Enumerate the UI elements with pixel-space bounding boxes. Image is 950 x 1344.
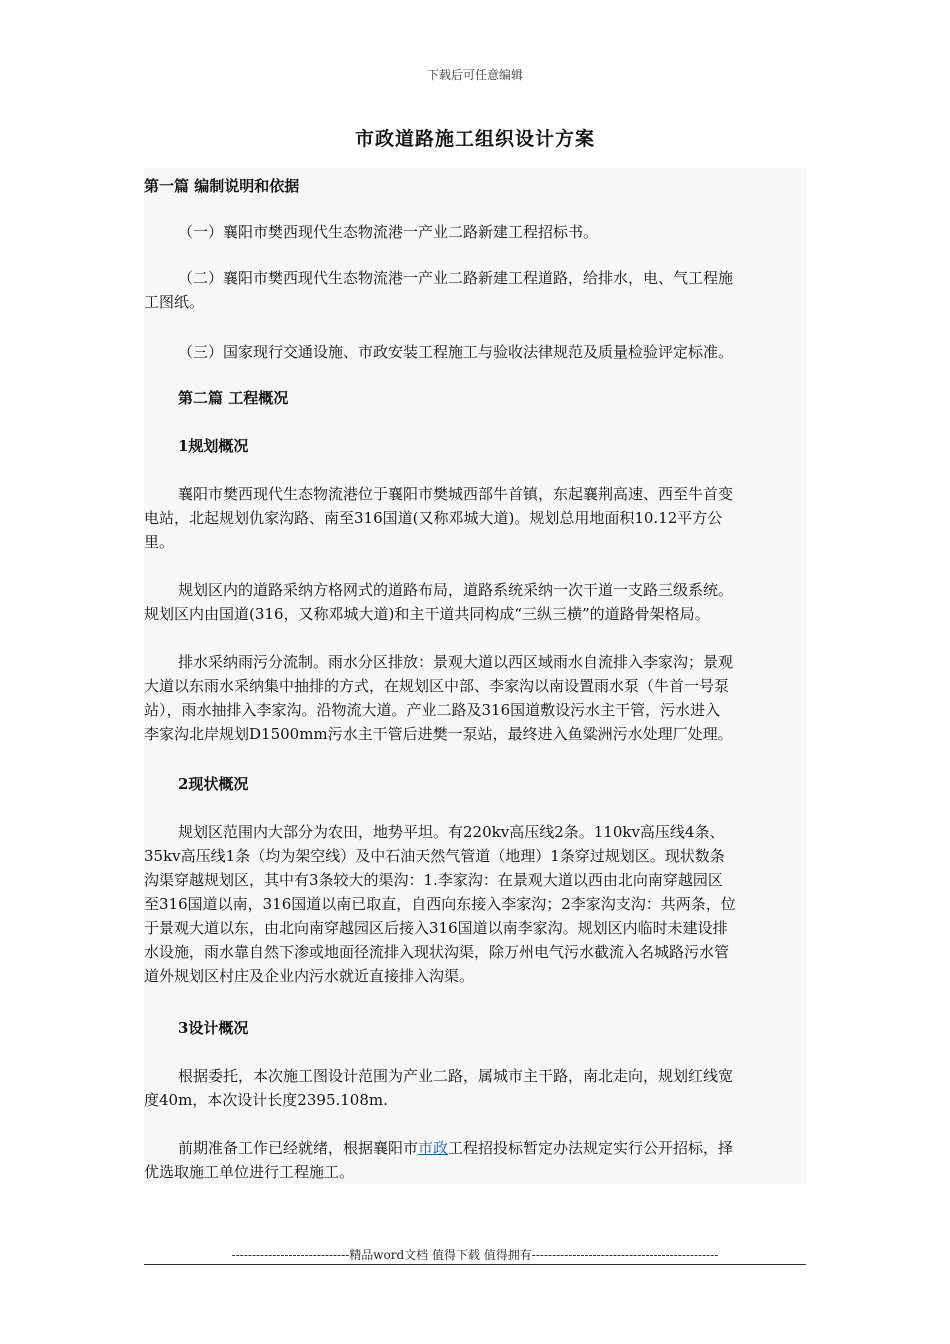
paragraph-line: 规划区内的道路采纳方格网式的道路布局，道路系统采纳一次干道一支路三级系统。 bbox=[178, 581, 734, 599]
paragraph-line: 排水采纳雨污分流制。雨水分区排放：景观大道以西区域雨水自流排入李家沟；景观 bbox=[178, 653, 734, 671]
paragraph-line: 于景观大道以东，由北向南穿越园区后接入316国道以南李家沟。规划区内临时未建设排 bbox=[144, 919, 728, 937]
document-title: 市政道路施工组织设计方案 bbox=[354, 128, 595, 150]
paragraph-text: 工程招投标暂定办法规定实行公开招标，择 bbox=[448, 1139, 734, 1157]
section3-paragraph-2 bbox=[144, 1136, 806, 1184]
paragraph-line: 沟渠穿越规划区，其中有3条较大的渠沟：1.李家沟：在景观大道以西由北向南穿越园区 bbox=[144, 871, 723, 889]
section2-heading: 2现状概况 bbox=[178, 775, 249, 793]
paragraph-line: 水设施，雨水靠自然下渗或地面径流排入现状沟渠，除万州电气污水截流入名城路污水管 bbox=[144, 943, 730, 961]
paragraph-line: 至316国道以南，316国道以南已取直，自西向东接入李家沟；2李家沟支沟：共两条，位 bbox=[144, 895, 736, 913]
paragraph-line: 电站，北起规划仇家沟路、南至316国道(又称邓城大道)。规划总用地面积10.12平方公 bbox=[144, 509, 723, 527]
paragraph-line: 35kv高压线1条（均为架空线）及中石油天然气管道（地理）1条穿过规划区。现状数条 bbox=[144, 847, 725, 865]
paragraph-line: 襄阳市樊西现代生态物流港位于襄阳市樊城西部牛首镇，东起襄荆高速、西至牛首变 bbox=[178, 485, 734, 503]
section1-heading: 1规划概况 bbox=[178, 437, 249, 455]
paragraph-line: 规划区范围内大部分为农田，地势平坦。有220kv高压线2条。110kv高压线4条、 bbox=[178, 823, 725, 841]
paragraph-line: 李家沟北岸规划D1500mm污水主干管后进樊一泵站，最终进入鱼粱洲污水处理厂处理。 bbox=[144, 725, 733, 743]
paragraph-line: 站），雨水抽排入李家沟。沿物流大道。产业二路及316国道敷设污水主干管，污水进入 bbox=[144, 701, 721, 719]
paragraph-line: 里。 bbox=[144, 533, 175, 551]
footer-note: -----------------------------精品word文档 值得下载 值得拥有---------------------------------------------- bbox=[231, 1248, 719, 1262]
section3-heading: 3设计概况 bbox=[178, 1019, 249, 1037]
paragraph-line: 优选取施工单位进行工程施工。 bbox=[144, 1163, 355, 1181]
section2-paragraph-1 bbox=[144, 820, 806, 988]
page-header-note: 下载后可任意编辑 bbox=[426, 68, 523, 82]
paragraph-line: 规划区内由国道(316，又称邓城大道)和主干道共同构成“三纵三横”的道路骨架格局。 bbox=[144, 605, 710, 623]
section1-paragraph-3 bbox=[144, 650, 806, 746]
paragraph-line-with-link bbox=[144, 1136, 806, 1160]
paragraph-text: 前期准备工作已经就绪，根据襄阳市 bbox=[178, 1139, 419, 1157]
part1-heading: 第一篇 编制说明和依据 bbox=[144, 177, 300, 195]
part1-item-2-line-2: 工图纸。 bbox=[144, 293, 205, 311]
section1-paragraph-2 bbox=[144, 578, 806, 626]
section1-paragraph-1 bbox=[144, 482, 806, 554]
part2-heading: 第二篇 工程概况 bbox=[178, 389, 289, 407]
section3-paragraph-1 bbox=[144, 1064, 806, 1112]
paragraph-line: 大道以东雨水采纳集中抽排的方式，在规划区中部、李家沟以南设置雨水泵（牛首一号泵 bbox=[144, 677, 730, 695]
paragraph-line: 道外规划区村庄及企业内污水就近直接排入沟渠。 bbox=[144, 967, 475, 985]
part1-item-1: （一）襄阳市樊西现代生态物流港一产业二路新建工程招标书。 bbox=[178, 223, 599, 241]
part1-item-2 bbox=[144, 266, 806, 314]
footer-divider bbox=[144, 1264, 806, 1265]
paragraph-line: 度40m，本次设计长度2395.108m. bbox=[144, 1091, 388, 1109]
part1-item-2-line-1: （二）襄阳市樊西现代生态物流港一产业二路新建工程道路，给排水，电、气工程施 bbox=[178, 269, 734, 287]
shizheng-link[interactable]: 市政 bbox=[418, 1139, 449, 1157]
paragraph-line: 根据委托，本次施工图设计范围为产业二路，属城市主干路，南北走向，规划红线宽 bbox=[178, 1067, 734, 1085]
part1-item-3: （三）国家现行交通设施、市政安装工程施工与验收法律规范及质量检验评定标准。 bbox=[178, 343, 734, 361]
